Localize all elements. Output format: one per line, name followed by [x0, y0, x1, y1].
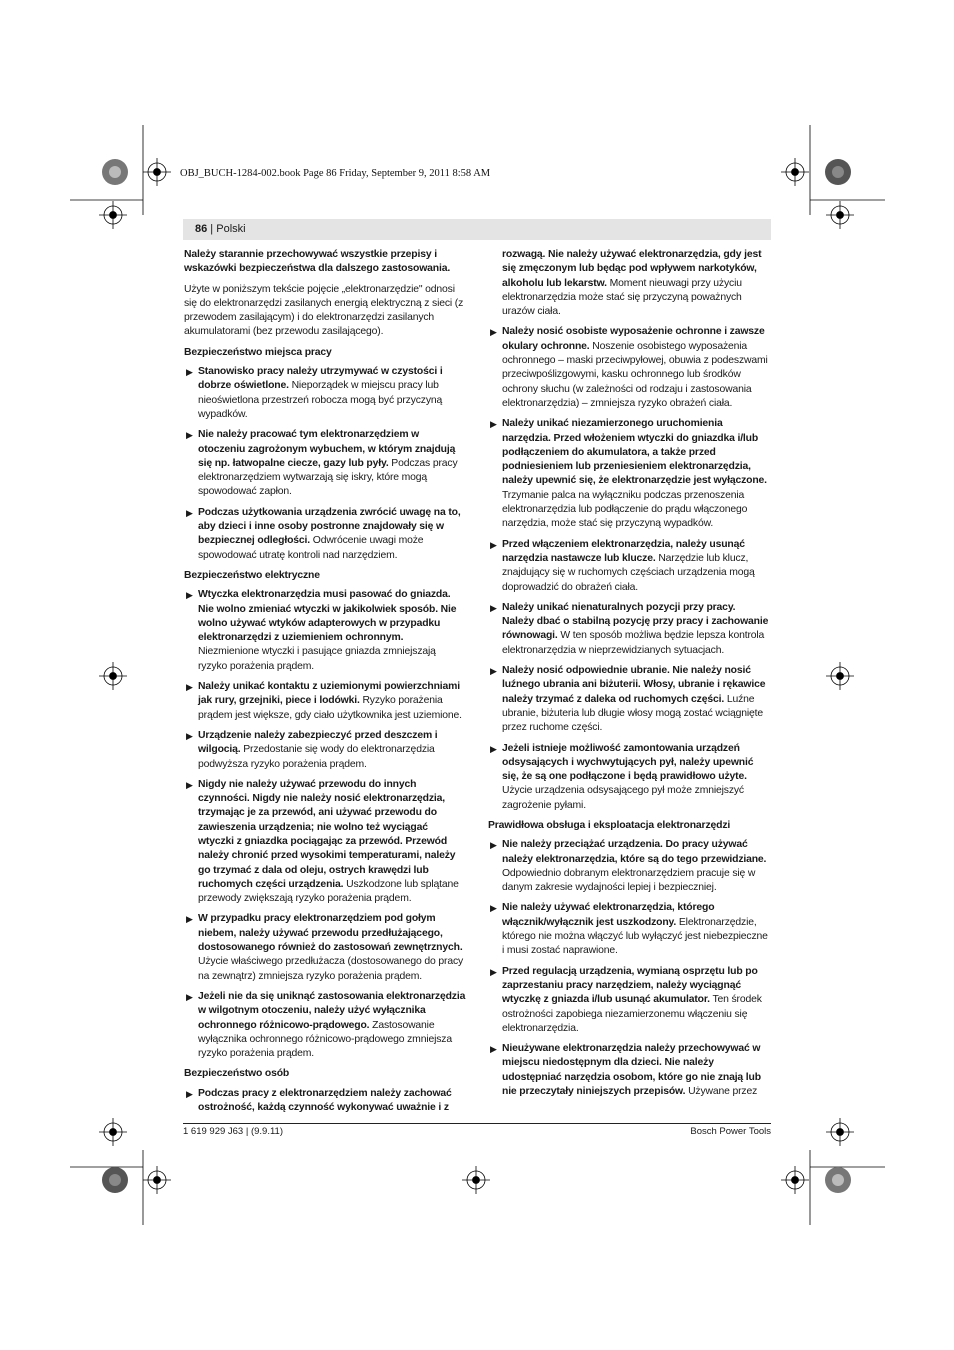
bullet-triangle-icon: ▶ — [490, 903, 497, 914]
section-heading-electrical: Bezpieczeństwo elektryczne — [184, 569, 320, 581]
page-header — [195, 223, 246, 235]
list-item: ▶ W przypadku pracy elektronarzędziem pod gołym niebem, należy używać przewodu przedłużającego, dostosowanego również do zastosowań zewnętrznych. Użycie właściwego przedłużacza (dostosowanego do pracy na zewnątrz) zmniejsza ryzyko porażenia prądem. — [186, 913, 464, 982]
footer-doc-number: 1 619 929 J63 | (9.9.11) — [183, 1126, 284, 1137]
header-language: Polski — [216, 223, 246, 235]
bullet-triangle-icon: ▶ — [490, 840, 497, 851]
list-item: ▶ Stanowisko pracy należy utrzymywać w czystości i dobrze oświetlone. Nieporządek w miejscu pracy lub nieoświetlona przestrzeń robocza mogą być przyczyną wypadków. — [186, 366, 443, 420]
list-item: ▶ Należy unikać nienaturalnych pozycji przy pracy. Należy dbać o stabilną pozycję przy pracy i zachowanie równowagi. W ten sposób możliwa będzie lepsza kontrola elektronarzędzia w nieprzewidzianych sytuacjach. — [490, 601, 769, 656]
bullet-triangle-icon: ▶ — [186, 590, 193, 601]
left-column — [184, 248, 466, 1121]
bullet-triangle-icon: ▶ — [490, 539, 497, 550]
list-item: ▶ Przed włączeniem elektronarzędzia, należy usunąć narzędzia nastawcze lub klucze. Narzędzie lub klucz, znajdujący się w ruchomych częściach urządzenia mogą doprowadzić do obrażeń ciała. — [490, 538, 755, 593]
list-item: ▶ Nie należy pracować tym elektronarzędziem w otoczeniu zagrożonym wybuchem, w którym znajdują się np. łatwopalne ciecze, gazy lub pyły. Podczas pracy elektronarzędziem wytwarzają się iskry, które mogą spowodować zapłon. — [186, 429, 458, 498]
bullet-triangle-icon: ▶ — [186, 914, 193, 925]
intro-bold: Należy starannie przechowywać wszystkie przepisy i wskazówki bezpieczeństwa dla dalszego zastosowania. — [184, 249, 451, 275]
section-heading-tool-use: Prawidłowa obsługa i eksploatacja elektronarzędzi — [488, 819, 731, 831]
list-item: ▶ Nieużywane elektronarzędzia należy przechowywać w miejscu niedostępnym dla dzieci. Nie należy udostępniać narzędzia osobom, które go nie znają lub nie przeczytały niniejszych przepisów. Używane przez — [490, 1043, 761, 1098]
print-slug: OBJ_BUCH-1284-002.book Page 86 Friday, September 9, 2011 8:58 AM — [180, 168, 491, 179]
list-item: ▶ Nigdy nie należy używać przewodu do innych czynności. Nigdy nie należy nosić elektronarzędzia, trzymając je za przewód, ani używać przewodu do zawieszenia urządzenia; nie wolno też wyciągać wtyczki z gniazdka pociągając za przewód. Przewód należy chronić przed wysokimi temperaturami, należy go trzymać z dala od oleju, ostrych krawędzi lub ruchomych części urządzenia. Uszkodzone lub splątane przewody zwiększają ryzyko porażenia prądem. — [186, 778, 459, 905]
list-item: ▶ Należy unikać kontaktu z uziemionymi powierzchniami jak rury, grzejniki, piece i lodówki. Ryzyko porażenia prądem jest większe, gdy ciało użytkownika jest uziemione. — [186, 681, 462, 721]
bullet-triangle-icon: ▶ — [490, 743, 497, 754]
list-item: ▶ Należy nosić osobiste wyposażenie ochronne i zawsze okulary ochronne. Noszenie osobistego wyposażenia ochronnego – maski przeciwpyłowej, obuwia z podeszwami przeciwpoślizgowymi, kasku ochronnego lub środków ochrony słuchu (w zależności od rodzaju i zastosowania elektronarzędzia) – zmniejsza ryzyko obrażeń ciała. — [490, 326, 768, 409]
intro-text: Użyte w poniższym tekście pojęcie „elektronarzędzie" odnosi się do elektronarzędzi zasilanych energią elektryczną z sieci (z przewodem zasilającym) i do elektronarzędzi zasilanych akumulatorami (bez przewodu zasilającego). — [184, 283, 464, 338]
bullet-triangle-icon: ▶ — [186, 730, 193, 741]
bullet-triangle-icon: ▶ — [490, 419, 497, 430]
list-item: ▶ Wtyczka elektronarzędzia musi pasować do gniazda. Nie wolno zmieniać wtyczki w jakikolwiek sposób. Nie wolno używać wtyków adapterowych w przypadku elektronarzędzi z uziemieniem ochronnym. Niezmienione wtyczki i pasujące gniazda zmniejszają ryzyko porażenia prądem. — [186, 589, 457, 672]
bullet-triangle-icon: ▶ — [490, 1044, 497, 1055]
bullet-triangle-icon: ▶ — [490, 666, 497, 677]
bullet-triangle-icon: ▶ — [490, 966, 497, 977]
bullet-triangle-icon: ▶ — [186, 507, 193, 518]
list-item: ▶ Nie należy używać elektronarzędzia, którego włącznik/wyłącznik jest uszkodzony. Elektronarzędzie, którego nie można włączyć lub wyłączyć jest niebezpieczne i musi zostać naprawione. — [490, 902, 768, 957]
list-item: ▶ Jeżeli istnieje możliwość zamontowania urządzeń odsysających i wychwytujących pył, należy upewnić się, że są one podłączone i będą prawidłowo użyte. Użycie urządzenia odsysającego pył może zmniejszyć zagrożenie pyłami. — [490, 742, 754, 811]
bullet-triangle-icon: ▶ — [186, 682, 193, 693]
list-item: ▶ Jeżeli nie da się uniknąć zastosowania elektronarzędzia w wilgotnym otoczeniu, należy użyć wyłącznika ochronnego różnicowo-prądowego. Zastosowanie wyłącznika ochronnego różnicowo-prądowego zmniejsza ryzyko porażenia prądem. — [186, 990, 466, 1060]
list-item: ▶ Przed regulacją urządzenia, wymianą osprzętu lub po zaprzestaniu pracy narzędziem, należy wyciągnąć wtyczkę z gniazda i/lub usunąć akumulator. Ten środek ostrożności zapobiega niezamierzonemu włączeniu się elektronarzędzia. — [490, 965, 762, 1034]
footer-brand: Bosch Power Tools — [690, 1126, 771, 1137]
right-column — [488, 248, 770, 1105]
bullet-triangle-icon: ▶ — [186, 779, 193, 790]
page-header-bar — [183, 219, 771, 240]
section-heading-personal: Bezpieczeństwo osób — [184, 1068, 290, 1080]
bullet-triangle-icon: ▶ — [186, 367, 193, 378]
header-separator: | — [207, 223, 217, 235]
bullet-triangle-icon: ▶ — [490, 327, 497, 338]
bullet-triangle-icon: ▶ — [490, 602, 497, 613]
section-heading-workplace: Bezpieczeństwo miejsca pracy — [184, 346, 332, 358]
list-item-continuation: rozwagą. Nie należy używać elektronarzędzia, gdy jest się zmęczonym lub będąc pod wpływem narkotyków, alkoholu lub lekarstw. Moment nieuwagi przy użyciu elektronarzędzia może stać się przyczyną poważnych urazów ciała. — [502, 249, 762, 318]
list-item: ▶ Podczas pracy z elektronarzędziem należy zachować ostrożność, każdą czynność wykonywać uważnie i z — [186, 1087, 452, 1114]
bullet-triangle-icon: ▶ — [186, 991, 193, 1002]
list-item: ▶ Urządzenie należy zabezpieczyć przed deszczem i wilgocią. Przedostanie się wody do elektronarzędzia podwyższa ryzyko porażenia prądem. — [186, 729, 438, 770]
list-item: ▶ Należy unikać niezamierzonego uruchomienia narzędzia. Przed włożeniem wtyczki do gniazdka i/lub podłączeniem do akumulatora, a także przed podniesieniem lub przeniesieniem elektronarzędzia, należy upewnić się, że elektronarzędzie jest wyłączone. Trzymanie palca na wyłączniku podczas przenoszenia elektronarzędzia lub podłączenie do prądu włączonego narzędzia, może stać się przyczyną wypadków. — [490, 418, 767, 530]
list-item: ▶ Podczas użytkowania urządzenia zwrócić uwagę na to, aby dzieci i inne osoby postronne znajdowały się w bezpiecznej odległości. Odwrócenie uwagi może spowodować utratę kontroli nad narzędziem. — [186, 506, 461, 561]
bullet-triangle-icon: ▶ — [186, 1088, 193, 1099]
footer-rule — [183, 1123, 771, 1124]
list-item: ▶ Należy nosić odpowiednie ubranie. Nie należy nosić luźnego ubrania ani biżuterii. Włosy, ubranie i rękawice należy trzymać z daleka od ruchomych części. Luźne ubranie, biżuteria lub długie włosy mogą zostać wciągnięte przez ruchome części. — [490, 665, 766, 734]
page-number: 86 — [195, 223, 208, 235]
list-item: ▶ Nie należy przeciążać urządzenia. Do pracy używać należy elektronarzędzia, które są do tego przewidziane. Odpowiednio dobranym elektronarzędziem pracuje się w danym zakresie wydajności lepiej i bezpieczniej. — [490, 839, 767, 894]
bullet-triangle-icon: ▶ — [186, 430, 193, 441]
